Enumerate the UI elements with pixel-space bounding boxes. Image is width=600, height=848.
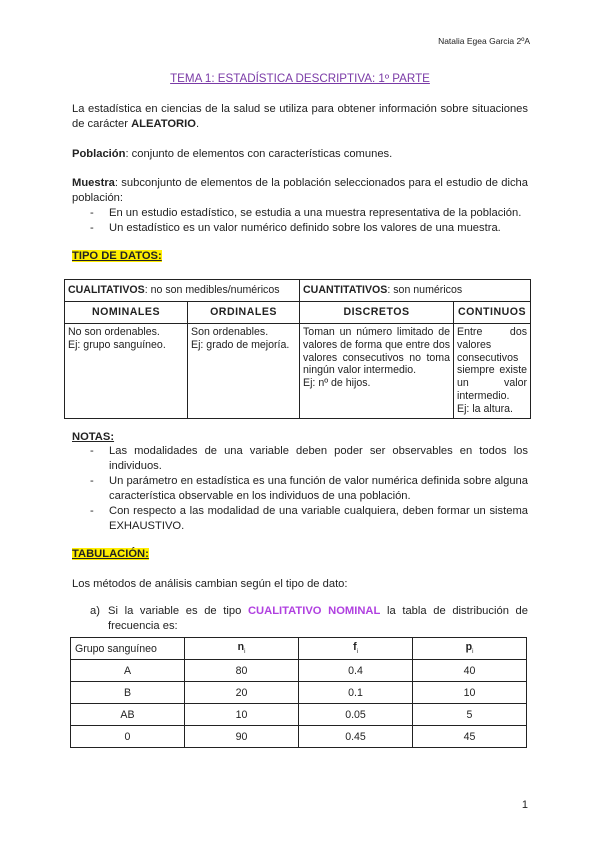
frequency-table	[70, 637, 527, 748]
column-header-ordinales: ORDINALES	[188, 302, 300, 324]
column-header-nominales: NOMINALES	[65, 302, 188, 324]
column-header-f: $f_i$	[299, 638, 413, 660]
table-row: B 20 0.1 10	[71, 682, 527, 704]
discretos-cell: Toman un número limitado de valores de forma que entre dos valores consecutivos no toma ningún valor intermedio. Ej: nº de hijos.	[300, 324, 454, 419]
intro-paragraph: La estadística en ciencias de la salud se utiliza para obtener información sobre situaciones de carácter ALEATORIO.	[72, 103, 528, 130]
column-header-discretos: DISCRETOS	[300, 302, 454, 324]
data-types-table	[64, 279, 531, 419]
page-title: TEMA 1: ESTADÍSTICA DESCRIPTIVA: 1º PARTE	[170, 72, 430, 85]
item-a: a) Si la variable es de tipo CUALITATIVO NOMINAL la tabla de distribución de frecuencia es:	[90, 605, 528, 632]
table-row: A 80 0.4 40	[71, 660, 527, 682]
list-item: - Las modalidades de una variable deben poder ser observables en todos los individuos.	[72, 444, 528, 474]
notas-bullets	[72, 444, 528, 534]
poblacion-paragraph: Población: conjunto de elementos con características comunes.	[72, 148, 393, 160]
page-number: 1	[521, 799, 528, 811]
muestra-paragraph: Muestra: subconjunto de elementos de la población seleccionados para el estudio de dicha población:	[72, 177, 528, 204]
list-item: - Un parámetro en estadística es una función de valor numérica definida sobre alguna característica observable en los individuos de una población.	[72, 474, 528, 504]
tabulacion-intro: Los métodos de análisis cambian según el tipo de dato:	[72, 578, 348, 590]
list-item: - En un estudio estadístico, se estudia a una muestra representativa de la población.	[72, 206, 528, 221]
column-header-n: $n_i$	[185, 638, 299, 660]
column-header-p: $p_i$	[413, 638, 527, 660]
cuantitativos-header: CUANTITATIVOS: son numéricos	[300, 280, 531, 302]
notas-heading: NOTAS:	[72, 431, 115, 443]
column-header-group: Grupo sanguíneo	[71, 638, 185, 660]
list-item: - Con respecto a las modalidad de una variable cualquiera, deben formar un sistema EXHAUSTIVO.	[72, 504, 528, 534]
tipo-datos-heading: TIPO DE DATOS:	[72, 250, 162, 262]
tabulacion-heading: TABULACIÓN:	[72, 548, 149, 560]
aleatorio-bold: ALEATORIO	[131, 118, 196, 130]
cualitativo-nominal-highlight: CUALITATIVO NOMINAL	[247, 605, 381, 617]
table-row: AB 10 0.05 5	[71, 704, 527, 726]
muestra-bullets	[72, 206, 528, 236]
nominales-cell: No son ordenables. Ej: grupo sanguíneo.	[65, 324, 188, 419]
continuos-cell: Entre dos valores consecutivos siempre existe un valor intermedio. Ej: la altura.	[454, 324, 531, 419]
list-item: - Un estadístico es un valor numérico definido sobre los valores de una muestra.	[72, 221, 528, 236]
table-row: 0 90 0.45 45	[71, 726, 527, 748]
author-header: Natalia Egea Garcia 2ºA	[438, 36, 530, 46]
cualitativos-header: CUALITATIVOS: no son medibles/numéricos	[65, 280, 300, 302]
ordinales-cell: Son ordenables. Ej: grado de mejoría.	[188, 324, 300, 419]
column-header-continuos: CONTINUOS	[454, 302, 531, 324]
